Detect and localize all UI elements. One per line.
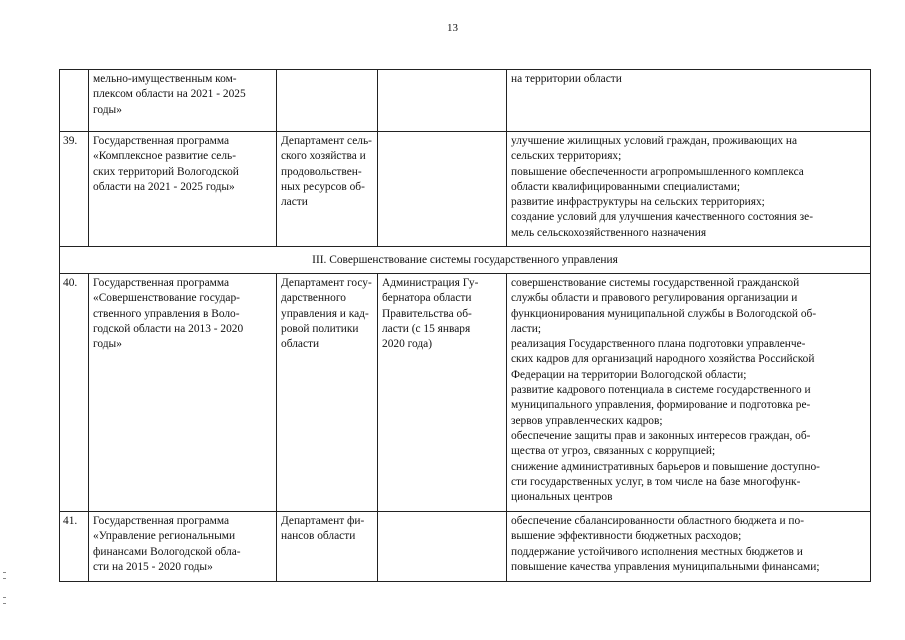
cell-line: повышение качества управления муниципальными финансами; [511, 560, 820, 573]
coexecutor-cell [378, 70, 507, 132]
cell-line: Правительства об- [382, 307, 472, 320]
cell-line: реализация Государственного плана подготовки управленче- [511, 338, 806, 351]
cell-line: Государственная программа [93, 135, 230, 147]
row-number: 39. [60, 132, 89, 247]
cell-line: повышение обеспеченности агропромышленного комплекса [511, 165, 804, 178]
cell-line: Департамент фи- [281, 515, 365, 527]
cell-line: бернатора области [382, 292, 472, 305]
row-number [60, 70, 89, 132]
cell-line: Департамент госу- [281, 277, 372, 289]
cell-line: ских территорий Вологодской [93, 165, 239, 178]
cell-line: циональных центров [511, 491, 613, 504]
cell-line: ласти; [511, 322, 542, 335]
executor-cell [277, 132, 378, 247]
row-number: 41. [60, 512, 89, 582]
page-number: 13 [447, 22, 458, 34]
cell-line: обеспечение защиты прав и законных интересов граждан, об- [511, 429, 811, 442]
program-cell [89, 512, 277, 582]
cell-line: обеспечение сбалансированности областного бюджета и по- [511, 515, 804, 527]
goals-cell [507, 132, 871, 247]
program-cell [89, 132, 277, 247]
goals-cell [507, 512, 871, 582]
coexecutor-cell [378, 132, 507, 247]
goals-cell [507, 70, 871, 132]
cell-line: развитие кадрового потенциала в системе государственного и [511, 384, 811, 397]
cell-line: мель сельскохозяйственного назначения [511, 226, 707, 239]
executor-cell [277, 70, 378, 132]
cell-line: развитие инфраструктуры на сельских территориях; [511, 196, 765, 209]
cell-line: Государственная программа [93, 515, 230, 527]
cell-line: создание условий для улучшения качественного состояния зе- [511, 211, 814, 224]
cell-line: области на 2021 - 2025 годы» [93, 180, 235, 193]
cell-line: службы области и правового регулирования организации и [511, 292, 798, 305]
cell-line: функционирования муниципальной службы в Вологодской об- [511, 307, 817, 320]
cell-line: годской области на 2013 - 2020 [93, 322, 244, 335]
cell-line: вышение эффективности бюджетных расходов; [511, 530, 742, 543]
table-row [60, 132, 871, 247]
cell-line: ственного управления в Воло- [93, 307, 240, 320]
program-cell [89, 70, 277, 132]
cell-line: зервов управленческих кадров; [511, 414, 663, 427]
cell-line: сти на 2015 - 2020 годы» [93, 560, 213, 573]
margin-mark [3, 597, 6, 598]
coexecutor-cell [378, 512, 507, 582]
cell-line: области [281, 338, 320, 351]
cell-line: ных ресурсов об- [281, 180, 365, 193]
program-cell [89, 274, 277, 512]
cell-line: Департамент сель- [281, 135, 372, 147]
cell-line: щества от угроз, связанных с коррупцией; [511, 445, 716, 458]
margin-mark [3, 572, 6, 573]
cell-line: «Управление региональными [93, 530, 236, 543]
cell-line: «Комплексное развитие сель- [93, 150, 237, 163]
table-row [60, 274, 871, 512]
programs-table [59, 69, 871, 582]
cell-line: плексом области на 2021 - 2025 [93, 88, 246, 101]
cell-line: улучшение жилищных условий граждан, проживающих на [511, 135, 798, 147]
cell-line: Государственная программа [93, 277, 230, 289]
cell-line: годы» [93, 338, 122, 351]
cell-line: финансами Вологодской обла- [93, 545, 241, 558]
cell-line: управления и кад- [281, 307, 369, 320]
executor-cell [277, 274, 378, 512]
cell-line: нансов области [281, 530, 356, 543]
cell-line: совершенствование системы государственной гражданской [511, 277, 800, 289]
executor-cell [277, 512, 378, 582]
section-row [60, 247, 871, 274]
cell-line: ского хозяйства и [281, 150, 366, 163]
cell-line: годы» [93, 103, 122, 116]
cell-line: Федерации на территории Вологодской области; [511, 368, 747, 381]
coexecutor-cell [378, 274, 507, 512]
cell-line: снижение административных барьеров и повышение доступно- [511, 460, 820, 473]
margin-mark [3, 603, 6, 604]
cell-line: ласти [281, 196, 308, 209]
programs-table-body [60, 70, 871, 582]
cell-line: дарственного [281, 292, 346, 305]
cell-line: сельских территориях; [511, 150, 622, 163]
cell-line: сти государственных услуг, в том числе на базе многофунк- [511, 475, 801, 488]
cell-line: ровой политики [281, 322, 359, 335]
cell-line: продовольствен- [281, 165, 362, 178]
cell-line: Администрация Гу- [382, 277, 479, 289]
table-row [60, 70, 871, 132]
cell-line: на территории области [511, 73, 622, 85]
cell-line: области квалифицированными специалистами; [511, 180, 740, 193]
table-row [60, 512, 871, 582]
cell-line: поддержание устойчивого исполнения местных бюджетов и [511, 545, 803, 558]
row-number: 40. [60, 274, 89, 512]
cell-line: «Совершенствование государ- [93, 292, 240, 305]
goals-cell [507, 274, 871, 512]
cell-line: мельно-имущественным ком- [93, 73, 237, 85]
margin-mark [3, 578, 6, 579]
cell-line: ласти (с 15 января [382, 322, 471, 335]
cell-line: 2020 года) [382, 338, 433, 351]
section-title: III. Совершенствование системы государственного управления [60, 247, 871, 274]
cell-line: муниципального управления, формирование и подготовка ре- [511, 399, 811, 412]
cell-line: ских кадров для организаций народного хозяйства Российской [511, 353, 815, 366]
